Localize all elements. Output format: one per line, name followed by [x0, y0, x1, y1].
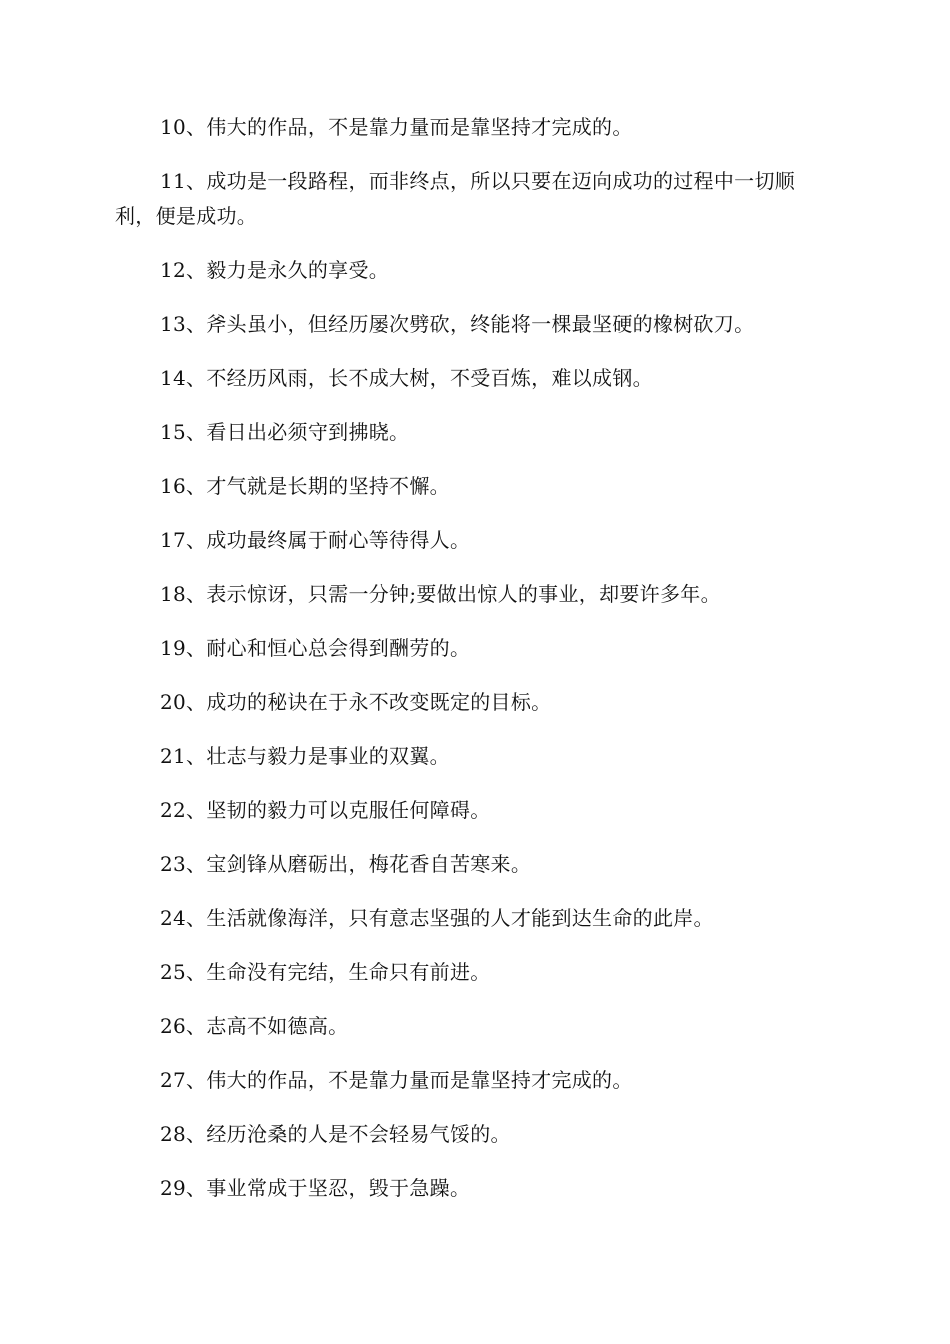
paragraph-29: 29、事业常成于坚忍，毁于急躁。 — [160, 1176, 471, 1200]
paragraph-15: 15、看日出必须守到拂晓。 — [160, 420, 410, 444]
paragraph-25: 25、生命没有完结，生命只有前进。 — [160, 960, 491, 984]
paragraph-23: 23、宝剑锋从磨砺出，梅花香自苦寒来。 — [160, 852, 532, 876]
paragraph-10: 10、伟大的作品，不是靠力量而是靠坚持才完成的。 — [160, 115, 633, 139]
paragraph-26: 26、志高不如德高。 — [160, 1014, 349, 1038]
paragraph-22: 22、坚韧的毅力可以克服任何障碍。 — [160, 798, 491, 822]
paragraph-17: 17、成功最终属于耐心等待得人。 — [160, 528, 471, 552]
paragraph-20: 20、成功的秘诀在于永不改变既定的目标。 — [160, 690, 552, 714]
paragraph-18: 18、表示惊讶，只需一分钟;要做出惊人的事业，却要许多年。 — [160, 582, 721, 606]
paragraph-14: 14、不经历风雨，长不成大树，不受百炼，难以成钢。 — [160, 366, 653, 390]
paragraph-24: 24、生活就像海洋，只有意志坚强的人才能到达生命的此岸。 — [160, 906, 714, 930]
paragraph-11: 11、成功是一段路程，而非终点，所以只要在迈向成功的过程中一切顺利，便是成功。 — [115, 169, 796, 228]
paragraph-28: 28、经历沧桑的人是不会轻易气馁的。 — [160, 1122, 511, 1146]
document-body — [115, 110, 835, 1225]
paragraph-16: 16、才气就是长期的坚持不懈。 — [160, 474, 450, 498]
paragraph-12: 12、毅力是永久的享受。 — [160, 258, 390, 282]
paragraph-19: 19、耐心和恒心总会得到酬劳的。 — [160, 636, 471, 660]
paragraph-27: 27、伟大的作品，不是靠力量而是靠坚持才完成的。 — [160, 1068, 633, 1092]
paragraph-21: 21、壮志与毅力是事业的双翼。 — [160, 744, 450, 768]
paragraph-13: 13、斧头虽小，但经历屡次劈砍，终能将一棵最坚硬的橡树砍刀。 — [160, 312, 755, 336]
